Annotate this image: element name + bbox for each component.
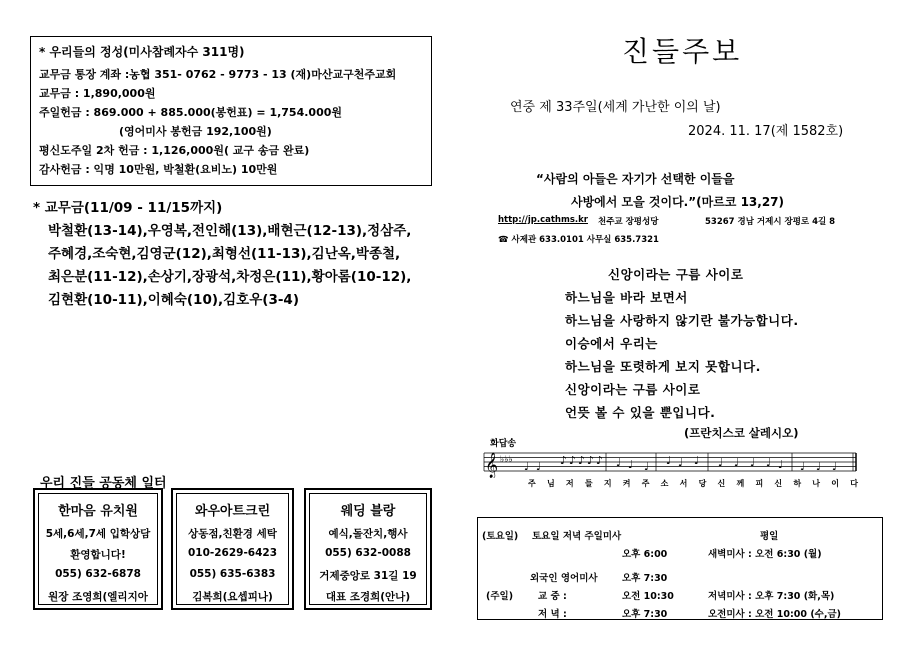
schedule-adult-time: 오후 7:30 xyxy=(622,609,668,620)
svg-text:♪: ♪ xyxy=(587,454,595,467)
lyric: 서 xyxy=(679,479,688,488)
lyric: 소 xyxy=(660,479,669,488)
schedule-morning: 오전미사 : 오전 10:00 (수,금) xyxy=(708,609,841,620)
lyric: 하 xyxy=(793,479,802,488)
lyric: 켜 xyxy=(622,479,631,488)
svg-text:♪: ♪ xyxy=(578,454,586,467)
business-phone: 055) 632-6878 xyxy=(55,568,141,580)
offering-thanks: 감사헌금 : 익명 10만원, 박철환(요비노) 10만원 xyxy=(39,163,278,176)
lyric: 께 xyxy=(736,479,745,488)
response-label: 화답송 xyxy=(490,439,517,449)
poem-line: 이승에서 우리는 xyxy=(565,336,658,351)
offering-english-mass: (영어미사 봉헌금 192,100원) xyxy=(119,125,272,138)
offering-account: 교무금 통장 계좌 :농협 351- 0762 - 9773 - 13 (재)마산교구천주교회 xyxy=(39,68,397,81)
offering-gyomugeum: 교무금 : 1,890,000원 xyxy=(39,87,156,100)
svg-text:♩: ♩ xyxy=(524,460,530,473)
business-card-kindergarten xyxy=(33,488,163,610)
svg-text:♩: ♩ xyxy=(800,460,806,473)
poem-line: 하느님을 바라 보면서 xyxy=(565,290,688,305)
donors-title: * 교무금(11/09 - 11/15까지) xyxy=(33,200,223,216)
svg-text:♪: ♪ xyxy=(596,454,604,467)
lyric: 나 xyxy=(812,479,821,488)
business-info: 5세,6세,7세 입학상담 xyxy=(45,528,151,540)
bulletin-subtitle: 연중 제 33주일(세계 가난한 이의 날) xyxy=(510,100,721,115)
svg-text:♪: ♪ xyxy=(560,454,568,467)
schedule-sat-mass: 토요일 저녁 주일미사 xyxy=(532,531,622,542)
business-owner: 원장 조영희(엘리지아 xyxy=(48,591,148,603)
poem-author: (프란치스코 살레시오) xyxy=(684,426,799,440)
schedule-weekday-label: 평일 xyxy=(760,531,779,542)
svg-text:♩: ♩ xyxy=(718,456,724,469)
parish-name: 천주교 장평성당 xyxy=(598,217,659,227)
flat-icon: ♭♭♭ xyxy=(500,455,513,465)
lyric: 이 xyxy=(831,479,839,488)
svg-text:♩: ♩ xyxy=(536,460,542,473)
schedule-dawn: 새벽미사 : 오전 6:30 (월) xyxy=(708,549,822,560)
svg-text:♩: ♩ xyxy=(778,458,784,471)
schedule-evening: 저녁미사 : 오후 7:30 (화,목) xyxy=(708,591,835,602)
schedule-sat-time: 오후 6:00 xyxy=(622,549,668,560)
poem-line: 하느님을 사랑하지 않기란 불가능합니다. xyxy=(565,313,799,328)
offering-sunday: 주일헌금 : 869.000 + 885.000(봉헌표) = 1,754.000원 xyxy=(39,106,343,119)
lyric: 주 xyxy=(641,479,650,488)
svg-text:♩: ♩ xyxy=(616,456,622,469)
lyric: 저 xyxy=(565,479,574,488)
response-lyrics xyxy=(528,478,858,489)
schedule-sat-label: (토요일) xyxy=(482,531,519,542)
lyric: 님 xyxy=(546,479,555,488)
business-card-wedding xyxy=(304,488,432,610)
schedule-sun-label: (주일) xyxy=(486,591,514,602)
svg-text:♪: ♪ xyxy=(569,454,577,467)
parish-url[interactable]: http://jp.cathms.kr xyxy=(498,215,588,225)
community-title: 우리 진들 공동체 일터 xyxy=(40,476,167,491)
svg-text:♩: ♩ xyxy=(816,460,822,473)
quote-line: “사람의 아들은 자기가 선택한 이들을 xyxy=(536,172,735,186)
svg-text:♩: ♩ xyxy=(678,456,684,469)
offering-box xyxy=(30,36,432,186)
business-address: 거제중앙로 31길 19 xyxy=(319,570,417,582)
schedule-students-time: 오전 10:30 xyxy=(622,591,674,602)
lyric: 다 xyxy=(850,479,858,488)
lyric: 당 xyxy=(698,479,707,488)
mass-schedule xyxy=(477,517,883,620)
poem-line: 하느님을 또렷하게 보지 못합니다. xyxy=(565,359,761,374)
poem-line: 신앙이라는 구름 사이로 xyxy=(565,382,701,397)
schedule-students: 교 중 : xyxy=(538,591,567,602)
business-owner: 대표 조경희(안나) xyxy=(325,591,411,603)
music-staff xyxy=(482,448,860,478)
lyric: 주 xyxy=(528,479,536,488)
business-card-laundry xyxy=(171,488,294,610)
bulletin-date: 2024. 11. 17(제 1582호) xyxy=(688,124,844,139)
bulletin-title: 진들주보 xyxy=(622,35,743,68)
parish-phone: ☎ 사제관 633.0101 사무실 635.7321 xyxy=(498,235,659,245)
poem-line: 신앙이라는 구름 사이로 xyxy=(608,267,744,282)
svg-text:♩: ♩ xyxy=(628,458,634,471)
lyric: 피 xyxy=(755,479,764,488)
business-info: 상동점,친환경 세탁 xyxy=(188,528,277,540)
donors-line: 최은분(11-12),손상기,장광석,차정은(11),황아롬(10-12), xyxy=(48,269,412,285)
lyric: 신 xyxy=(717,479,726,488)
business-phone: 010-2629-6423 xyxy=(187,547,278,559)
offering-title: * 우리들의 정성(미사참례자수 311명) xyxy=(39,45,245,59)
donors-line: 김현환(10-11),이혜숙(10),김호우(3-4) xyxy=(48,292,299,308)
lyric: 신 xyxy=(774,479,783,488)
donors-line: 주혜경,조숙현,김영군(12),최형선(11-13),김난옥,박종철, xyxy=(48,246,401,262)
business-phone: 055) 632-0088 xyxy=(325,547,411,559)
svg-text:♩: ♩ xyxy=(734,456,740,469)
business-info: 예식,돌잔치,행사 xyxy=(328,528,408,540)
business-info: 환영합니다! xyxy=(70,549,126,561)
donors-line: 박철환(13-14),우영복,전인해(13),배현근(12-13),정삼주, xyxy=(48,223,412,239)
svg-text:♩: ♩ xyxy=(694,454,700,467)
schedule-foreign-time: 오후 7:30 xyxy=(622,573,668,584)
schedule-adult: 저 녁 : xyxy=(538,609,567,620)
business-name: 한마음 유치원 xyxy=(58,504,138,519)
svg-text:♩: ♩ xyxy=(666,454,672,467)
parish-address: 53267 경남 거제시 장평로 4길 8 xyxy=(705,217,836,227)
offering-layman: 평신도주일 2차 헌금 : 1,126,000원( 교구 송금 완료) xyxy=(39,144,310,157)
svg-text:♩: ♩ xyxy=(750,456,756,469)
business-name: 웨딩 블랑 xyxy=(340,504,396,519)
quote-line: 사방에서 모을 것이다.”(마르코 13,27) xyxy=(571,195,785,209)
business-name: 와우아트크린 xyxy=(194,504,271,519)
svg-text:♩: ♩ xyxy=(644,460,650,473)
treble-clef-icon: 𝄞 xyxy=(485,453,499,478)
business-owner: 김복희(요셉피나) xyxy=(192,591,273,603)
business-phone: 055) 635-6383 xyxy=(189,568,276,580)
svg-text:♩: ♩ xyxy=(766,456,772,469)
poem-line: 언뜻 볼 수 있을 뿐입니다. xyxy=(565,405,716,420)
lyric: 들 xyxy=(584,479,593,488)
schedule-foreign: 외국인 영어미사 xyxy=(530,573,598,584)
svg-text:♩: ♩ xyxy=(832,460,838,473)
lyric: 지 xyxy=(603,479,612,488)
